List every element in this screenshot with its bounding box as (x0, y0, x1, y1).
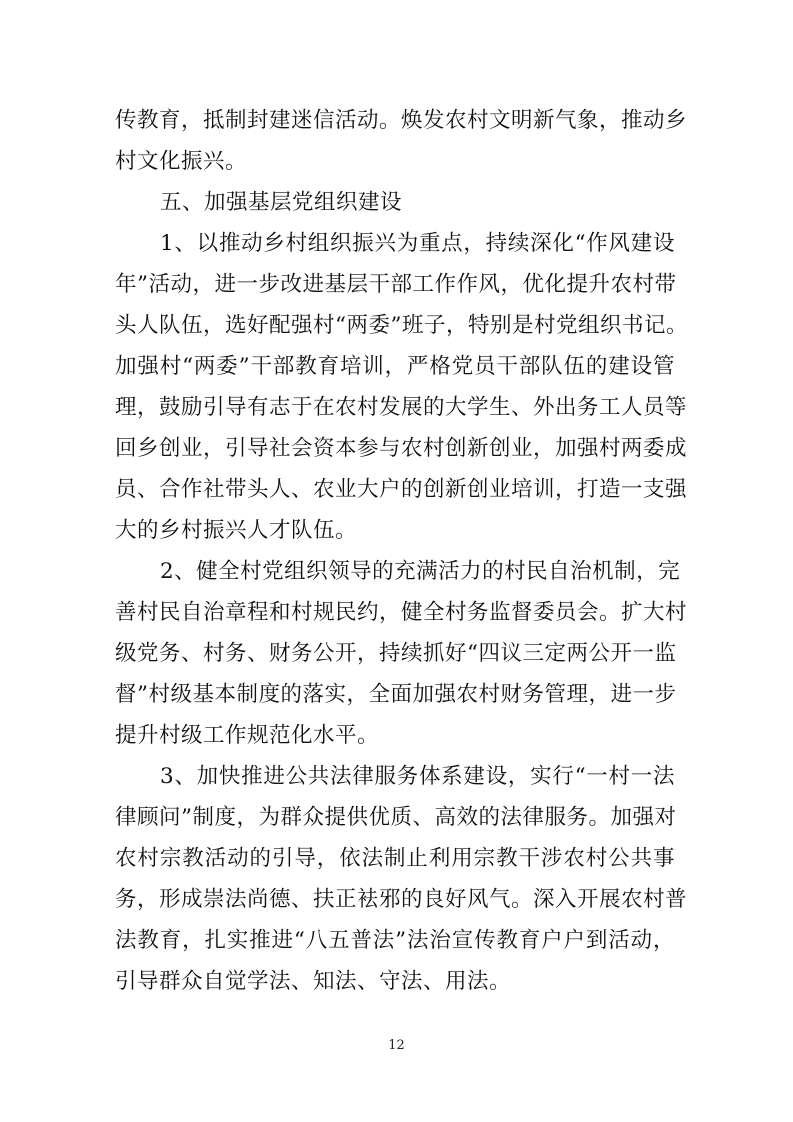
text-line: 传教育，抵制封建迷信活动。焕发农村文明新气象，推动乡 (115, 108, 688, 133)
text-line: 村文化振兴。 (115, 149, 248, 174)
text-line: 级党务、村务、财务公开，持续抓好“四议三定两公开一监 (115, 641, 677, 666)
text-line: 督”村级基本制度的落实，全面加强农村财务管理，进一步 (115, 682, 677, 707)
text-line: 头人队伍，选好配强村“两委”班子，特别是村党组织书记。 (115, 313, 688, 338)
text-line: 善村民自治章程和村规民约，健全村务监督委员会。扩大村 (115, 600, 688, 625)
text-line: 大的乡村振兴人才队伍。 (115, 518, 358, 543)
text-line: 回乡创业，引导社会资本参与农村创新创业，加强村两委成 (115, 436, 688, 461)
text-line: 1、以推动乡村组织振兴为重点，持续深化“作风建设 (160, 231, 675, 256)
text-line: 3、加快推进公共法律服务体系建设，实行“一村一法 (160, 764, 675, 789)
text-line: 2、健全村党组织领导的充满活力的村民自治机制，完 (160, 559, 681, 584)
text-line: 务，形成崇法尚德、扶正袪邪的良好风气。深入开展农村普 (115, 887, 688, 912)
text-line: 农村宗教活动的引导，依法制止利用宗教干涉农村公共事 (115, 846, 675, 871)
text-line: 理，鼓励引导有志于在农村发展的大学生、外出务工人员等 (115, 395, 688, 420)
page-number: 12 (388, 1038, 405, 1053)
text-line: 引导群众自觉学法、知法、守法、用法。 (115, 969, 512, 994)
text-line: 加强村“两委”干部教育培训，严格党员干部队伍的建设管 (115, 354, 675, 379)
text-line: 员、合作社带头人、农业大户的创新创业培训，打造一支强 (115, 477, 688, 502)
text-line: 法教育，扎实推进“八五普法”法治宣传教育户户到活动， (115, 928, 675, 953)
text-line: 提升村级工作规范化水平。 (115, 723, 380, 748)
section-heading: 五、加强基层党组织建设 (160, 190, 403, 215)
text-line: 律顾问”制度，为群众提供优质、高效的法律服务。加强对 (115, 805, 677, 830)
text-line: 年”活动，进一步改进基层干部工作作风，优化提升农村带 (115, 272, 677, 297)
